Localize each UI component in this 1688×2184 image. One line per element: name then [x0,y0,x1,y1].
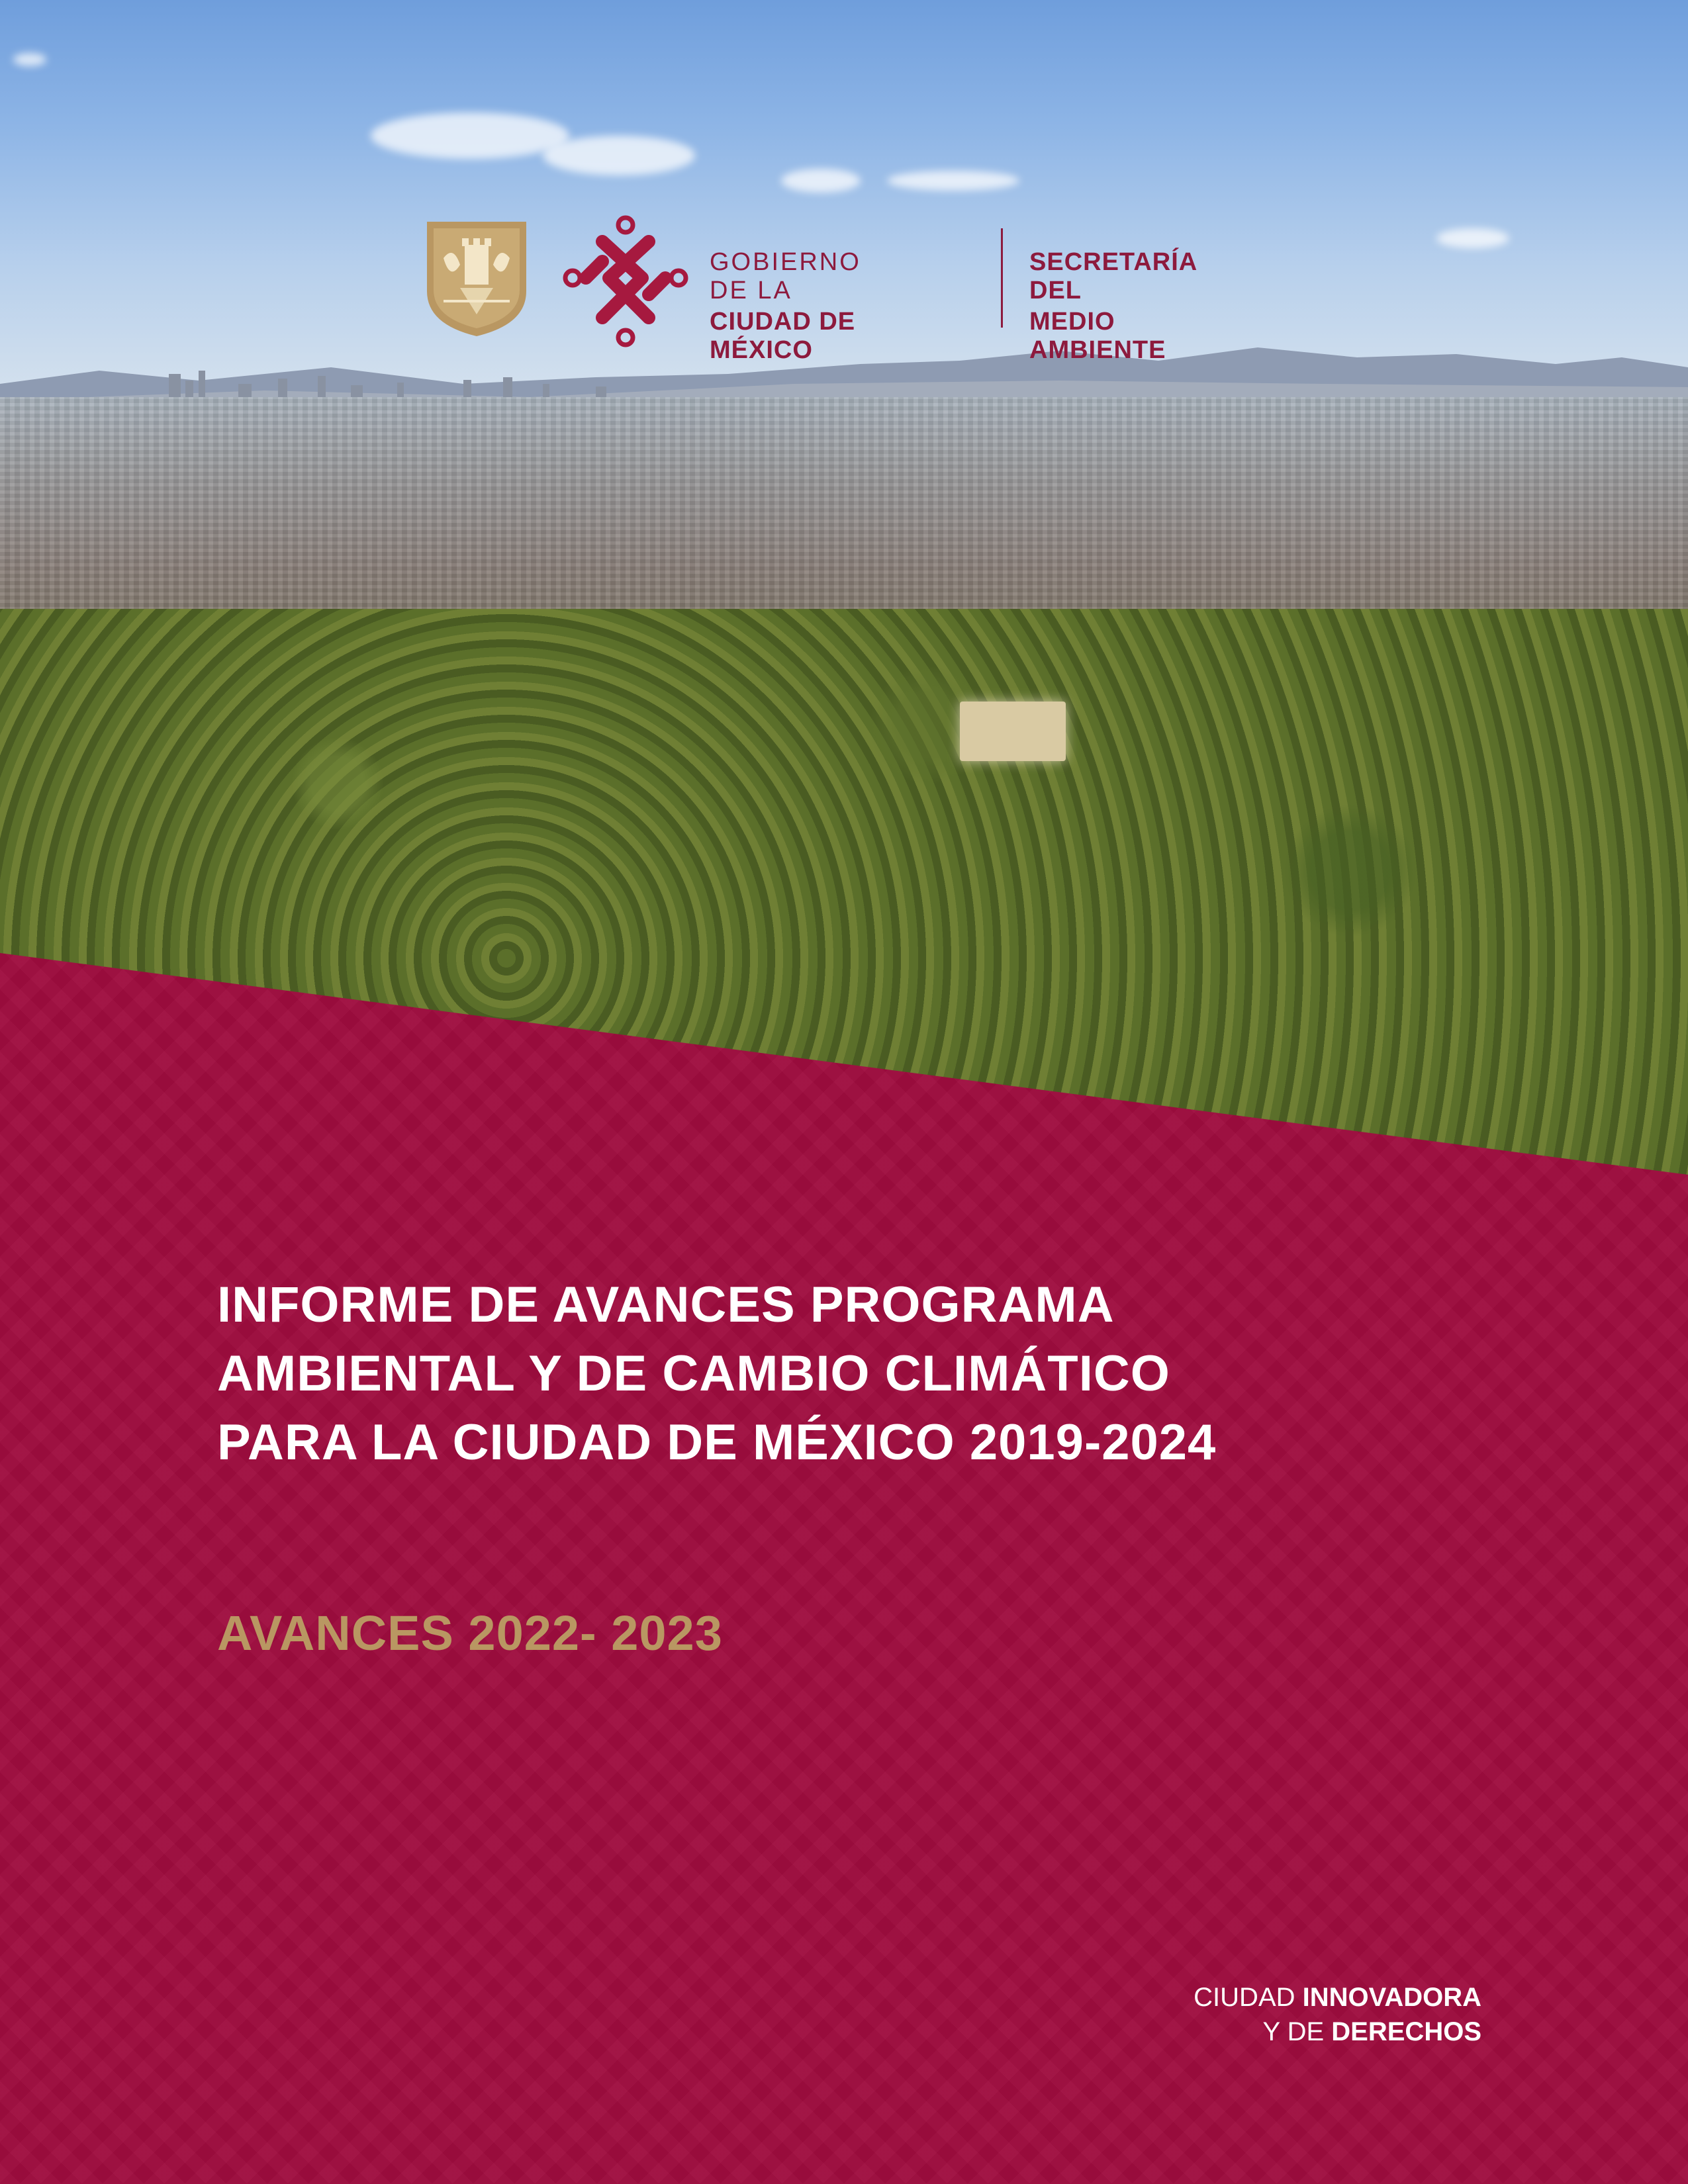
title-line1: INFORME DE AVANCES PROGRAMA [217,1277,1115,1333]
city-slogan [1194,1980,1481,2049]
cloud [887,171,1019,191]
slogan-line2-bold: DERECHOS [1331,2017,1481,2046]
title-line3: PARA LA CIUDAD DE MÉXICO 2019-2024 [217,1414,1217,1471]
logo-divider [1001,228,1003,328]
hilltop-building [960,702,1066,761]
slogan-line1 [1194,1980,1481,2015]
secretaria-line1: SECRETARÍA DEL [1029,248,1197,304]
gobierno-line2: CIUDAD DE MÉXICO [710,308,856,364]
cdmx-logo-icon [563,212,688,351]
gobierno-line1: GOBIERNO DE LA [710,248,861,304]
gobierno-cdmx-wordmark [710,248,861,365]
slogan-line2-regular: Y DE [1262,2017,1332,2046]
slogan-line1-bold: INNOVADORA [1302,1983,1481,2012]
secretaria-line2: MEDIO AMBIENTE [1029,308,1166,364]
coat-of-arms-icon [424,218,530,338]
cloud [371,113,569,159]
secretaria-wordmark [1029,248,1197,365]
report-title [217,1271,1541,1477]
slogan-line1-regular: CIUDAD [1194,1983,1303,2012]
cloud [1436,228,1509,248]
title-line2: AMBIENTAL Y DE CAMBIO CLIMÁTICO [217,1345,1170,1402]
cloud [781,169,861,193]
cloud [543,136,695,175]
slogan-line2 [1194,2015,1481,2049]
report-subtitle: AVANCES 2022- 2023 [217,1606,723,1661]
cloud [13,53,46,66]
